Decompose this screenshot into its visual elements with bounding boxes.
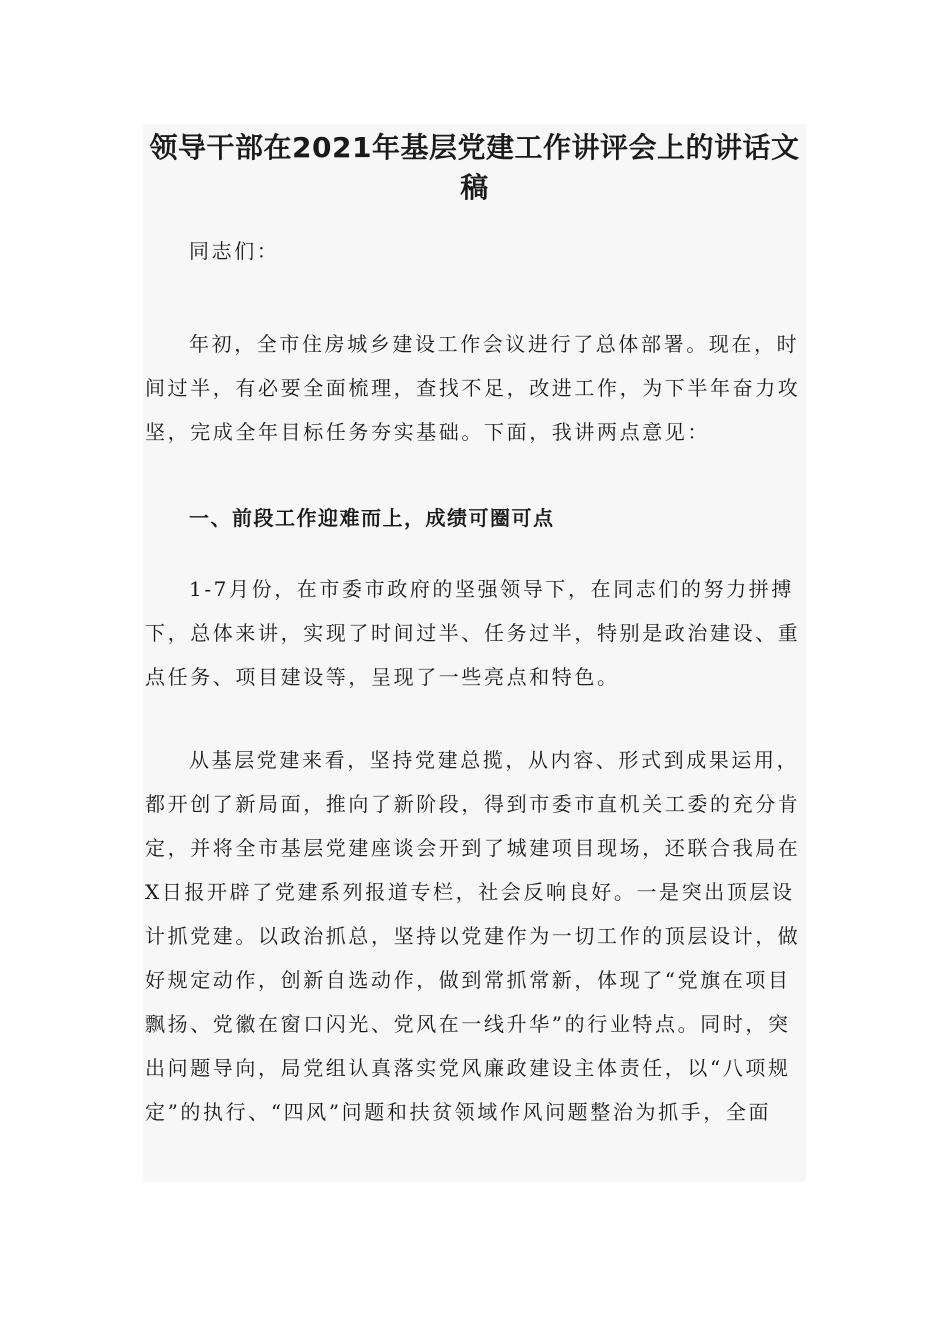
paragraph-line: X日报开辟了党建系列报道专栏，社会反响良好。一是突出顶层设: [145, 880, 795, 904]
paragraph-2: [145, 738, 800, 1134]
intro-paragraph: [145, 322, 800, 454]
paragraph-line: 计抓党建。以政治抓总，坚持以党建作为一切工作的顶层设计，做: [145, 924, 801, 948]
section-heading-text: 一、前段工作迎难而上，成绩可圈可点: [189, 506, 555, 530]
paragraph-line: 1-7月份，在市委市政府的坚强领导下，在同志们的努力拼搏: [189, 577, 795, 601]
paragraph-line: 间过半，有必要全面梳理，查找不足，改进工作，为下半年奋力攻: [145, 376, 801, 400]
salutation: [145, 229, 800, 273]
salutation-text: 同志们：: [189, 239, 280, 263]
paragraph-line: 下，总体来讲，实现了时间过半、任务过半，特别是政治建设、重: [145, 621, 801, 645]
paragraph-line: 都开创了新局面，推向了新阶段，得到市委市直机关工委的充分肯: [145, 792, 801, 816]
section-heading: [145, 496, 800, 540]
paragraph-line: 飘扬、党徽在窗口闪光、党风在一线升华”的行业特点。同时，突: [145, 1012, 791, 1036]
paragraph-line: 定，并将全市基层党建座谈会开到了城建项目现场，还联合我局在: [145, 836, 801, 860]
document-page: [143, 124, 806, 1182]
paragraph-line: 出问题导向，局党组认真落实党风廉政建设主体责任，以“八项规: [145, 1056, 791, 1080]
paragraph-line: 年初，全市住房城乡建设工作会议进行了总体部署。现在，时: [189, 332, 800, 356]
paragraph-line: 定”的执行、“四风”问题和扶贫领域作风问题整治为抓手，全面: [145, 1100, 772, 1124]
paragraph-line: 好规定动作，创新自选动作，做到常抓常新，体现了“党旗在项目: [145, 968, 791, 992]
document-title: [143, 128, 806, 208]
paragraph-line: 坚，完成全年目标任务夯实基础。下面，我讲两点意见：: [145, 420, 710, 444]
title-line-1: 领导干部在2021年基层党建工作讲评会上的讲话文: [149, 131, 800, 164]
paragraph-1: [145, 567, 800, 699]
title-line-2: 稿: [460, 171, 489, 204]
paragraph-line: 点任务、项目建设等，呈现了一些亮点和特色。: [145, 665, 620, 689]
paragraph-line: 从基层党建来看，坚持党建总揽，从内容、形式到成果运用，: [189, 748, 800, 772]
